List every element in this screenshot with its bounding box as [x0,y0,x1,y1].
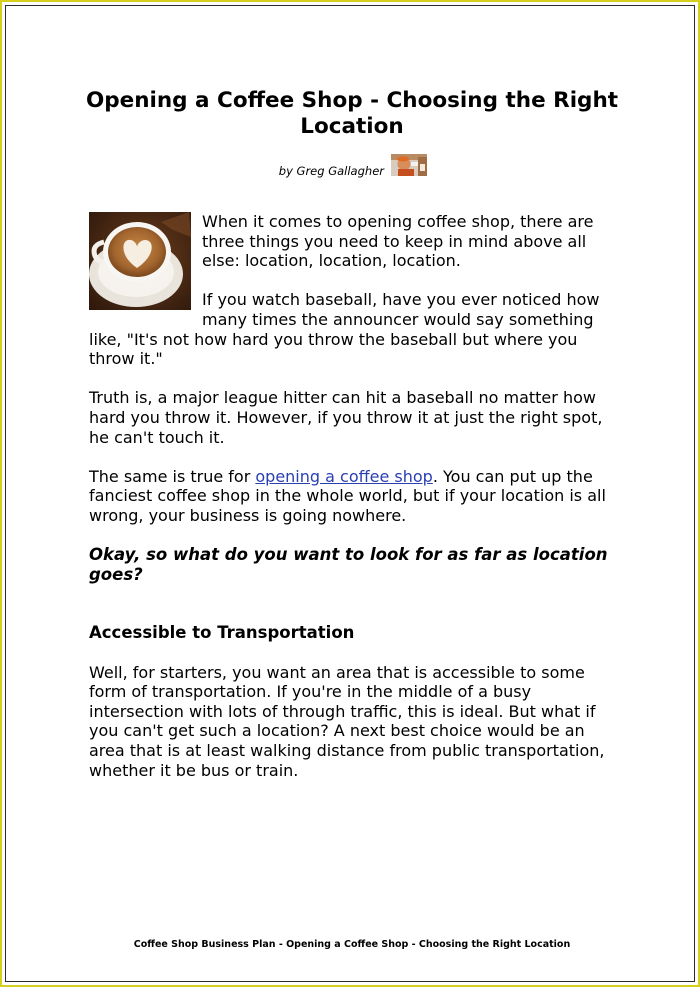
author-photo-image [391,154,427,176]
paragraph-intro-1: When it comes to opening coffee shop, there are three things you need to keep in mind above all else: location, location, location. [202,212,594,271]
paragraph-3: Truth is, a major league hitter can hit a baseball no matter how hard you throw it. However, if you throw it at just the right spot, he can't touch it. [89,388,603,447]
paragraph-5: Well, for starters, you want an area that is accessible to some form of transportation. If you're in the middle of a busy intersection with lots of through traffic, this is ideal. But what if you can't get such a location? A next best choice would be an area that is at least walking distance from public transportation, whether it be bus or train. [89,662,605,780]
author-byline: by Greg Gallagher [278,164,384,178]
page-footer: Coffee Shop Business Plan - Opening a Coffee Shop - Choosing the Right Location [133,939,571,950]
article-title: Opening a Coffee Shop - Choosing the Right Location [85,88,619,139]
paragraph-4-after: . You can put up the fanciest coffee shop in the whole world, but if your location is all wrong, your business is going nowhere. [89,466,606,525]
section-heading-transportation: Accessible to Transportation [89,623,355,643]
author-photo [391,154,427,176]
question-heading: Okay, so what do you want to look for as far as location goes? [89,545,608,584]
article-body [89,212,619,800]
image-spacer [89,212,202,310]
opening-coffee-shop-link[interactable]: opening a coffee shop [255,466,433,486]
paragraph-4 [89,467,619,526]
paragraph-4-before: The same is true for [89,466,256,486]
paragraph-intro-2: If you watch baseball, have you ever noticed how many times the announcer would say something like, "It's not how hard you throw the baseball but where you throw it." [89,290,600,369]
